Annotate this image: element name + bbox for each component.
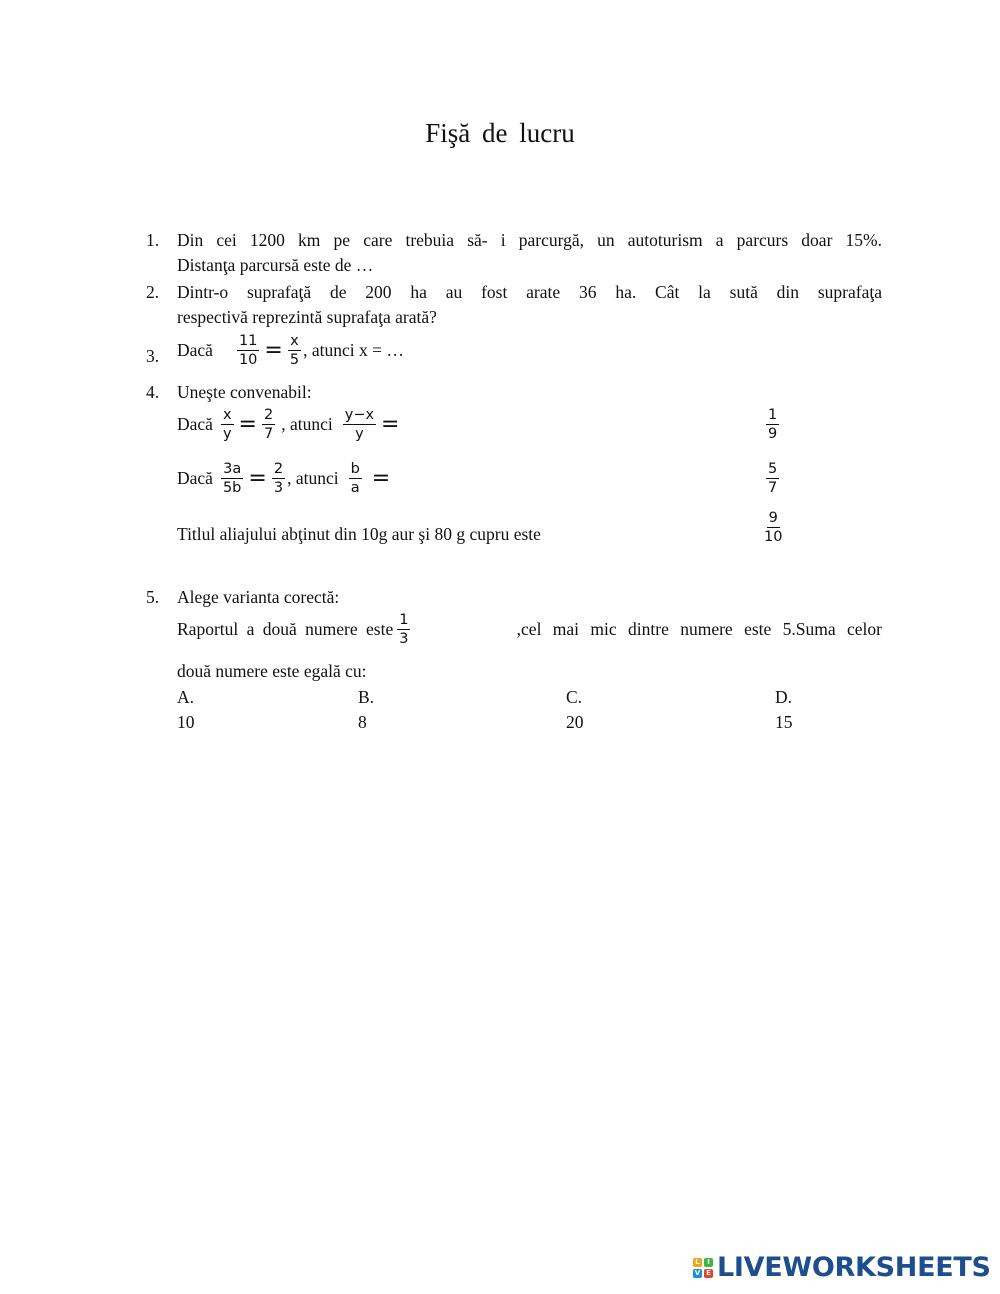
fraction — [272, 460, 285, 497]
question-text-line: două numere este egală cu: — [177, 661, 367, 681]
text-atunci: , atunci x = … — [303, 340, 404, 360]
numerator: y−x — [344, 407, 375, 423]
numerator: b — [350, 461, 360, 477]
match-row-1 — [177, 406, 402, 443]
logo-tile: V — [694, 1268, 701, 1277]
logo-tile: E — [704, 1269, 713, 1278]
logo-tile: I — [704, 1258, 713, 1267]
question-heading: Uneşte convenabil: — [177, 382, 312, 402]
equals-sign: = — [371, 466, 391, 491]
denominator: 7 — [263, 426, 274, 442]
logo-icon — [693, 1258, 713, 1278]
denominator: a — [350, 480, 360, 496]
fraction — [349, 460, 362, 497]
answer-fraction[interactable] — [766, 406, 779, 443]
text-atunci: , atunci — [281, 414, 333, 434]
option-d[interactable]: D. 15 — [775, 687, 793, 732]
fraction — [221, 406, 234, 443]
equals-sign: = — [381, 412, 400, 437]
page-title: Fişă de lucru — [425, 118, 575, 148]
numerator: 1 — [768, 407, 778, 423]
question-text-line: Distanţa parcursă este de … — [177, 255, 374, 275]
denominator: 3 — [399, 631, 409, 647]
question-text: ,cel mai mic dintre numere este 5.Suma celor — [516, 619, 882, 639]
denominator: 9 — [768, 426, 778, 442]
question-text: Raportul a două numere este — [177, 619, 394, 639]
denominator: y — [355, 426, 364, 442]
equals-sign: = — [238, 412, 257, 437]
equals-sign: = — [248, 466, 267, 491]
question-text-line — [177, 332, 404, 369]
equals-sign: = — [264, 338, 283, 363]
denominator: 10 — [764, 529, 783, 545]
text-atunci: , atunci — [287, 468, 339, 488]
text-daca: Dacă — [177, 468, 213, 488]
question-number: 5. — [146, 587, 160, 607]
logo-text: LIVEWORKSHEETS — [717, 1252, 991, 1283]
numerator: x — [290, 333, 299, 349]
question-text-line: Din cei 1200 km pe care trebuia să- i parcurgă, un autoturism a parcurs doar 15%. — [177, 230, 882, 250]
match-row-2 — [177, 460, 393, 497]
denominator: 3 — [273, 480, 284, 496]
question-text-line — [177, 611, 882, 648]
match-row-3: Titlul aliajului abţinut din 10g aur şi 80 g cupru este — [177, 524, 541, 544]
numerator: 5 — [768, 461, 778, 477]
fraction — [221, 460, 243, 497]
fraction — [343, 406, 376, 443]
fraction — [262, 406, 275, 443]
numerator: 2 — [273, 461, 284, 477]
fraction — [237, 332, 259, 369]
numerator: x — [222, 407, 232, 423]
denominator: 5b — [222, 480, 242, 496]
numerator: 3a — [223, 461, 242, 477]
option-a[interactable]: A. 10 — [177, 687, 195, 732]
question-text-line: respectivă reprezintă suprafaţa arată? — [177, 307, 437, 327]
numerator: 11 — [238, 333, 258, 349]
denominator: 5 — [289, 352, 300, 368]
numerator: 2 — [263, 407, 274, 423]
liveworksheets-logo — [693, 1252, 991, 1283]
fraction — [288, 332, 301, 369]
answer-fraction[interactable] — [766, 460, 779, 497]
numerator: 1 — [399, 612, 409, 628]
text-daca: Dacă — [177, 340, 213, 360]
question-number: 2. — [146, 282, 160, 302]
denominator: 7 — [768, 480, 778, 496]
denominator: y — [222, 426, 232, 442]
question-heading: Alege varianta corectă: — [177, 587, 340, 607]
answer-fraction[interactable] — [762, 509, 784, 546]
option-c[interactable]: C. 20 — [566, 687, 584, 732]
denominator: 10 — [238, 352, 258, 368]
question-text-line: Dintr-o suprafaţă de 200 ha au fost arate 36 ha. Cât la sută din suprafaţa — [177, 282, 882, 302]
question-number: 1. — [146, 230, 160, 250]
logo-tile: L — [693, 1258, 702, 1267]
text-daca: Dacă — [177, 414, 213, 434]
option-b[interactable]: B. 8 — [358, 687, 375, 732]
question-number: 3. — [146, 346, 160, 366]
fraction — [397, 611, 410, 648]
question-number: 4. — [146, 382, 160, 402]
numerator: 9 — [768, 510, 778, 526]
